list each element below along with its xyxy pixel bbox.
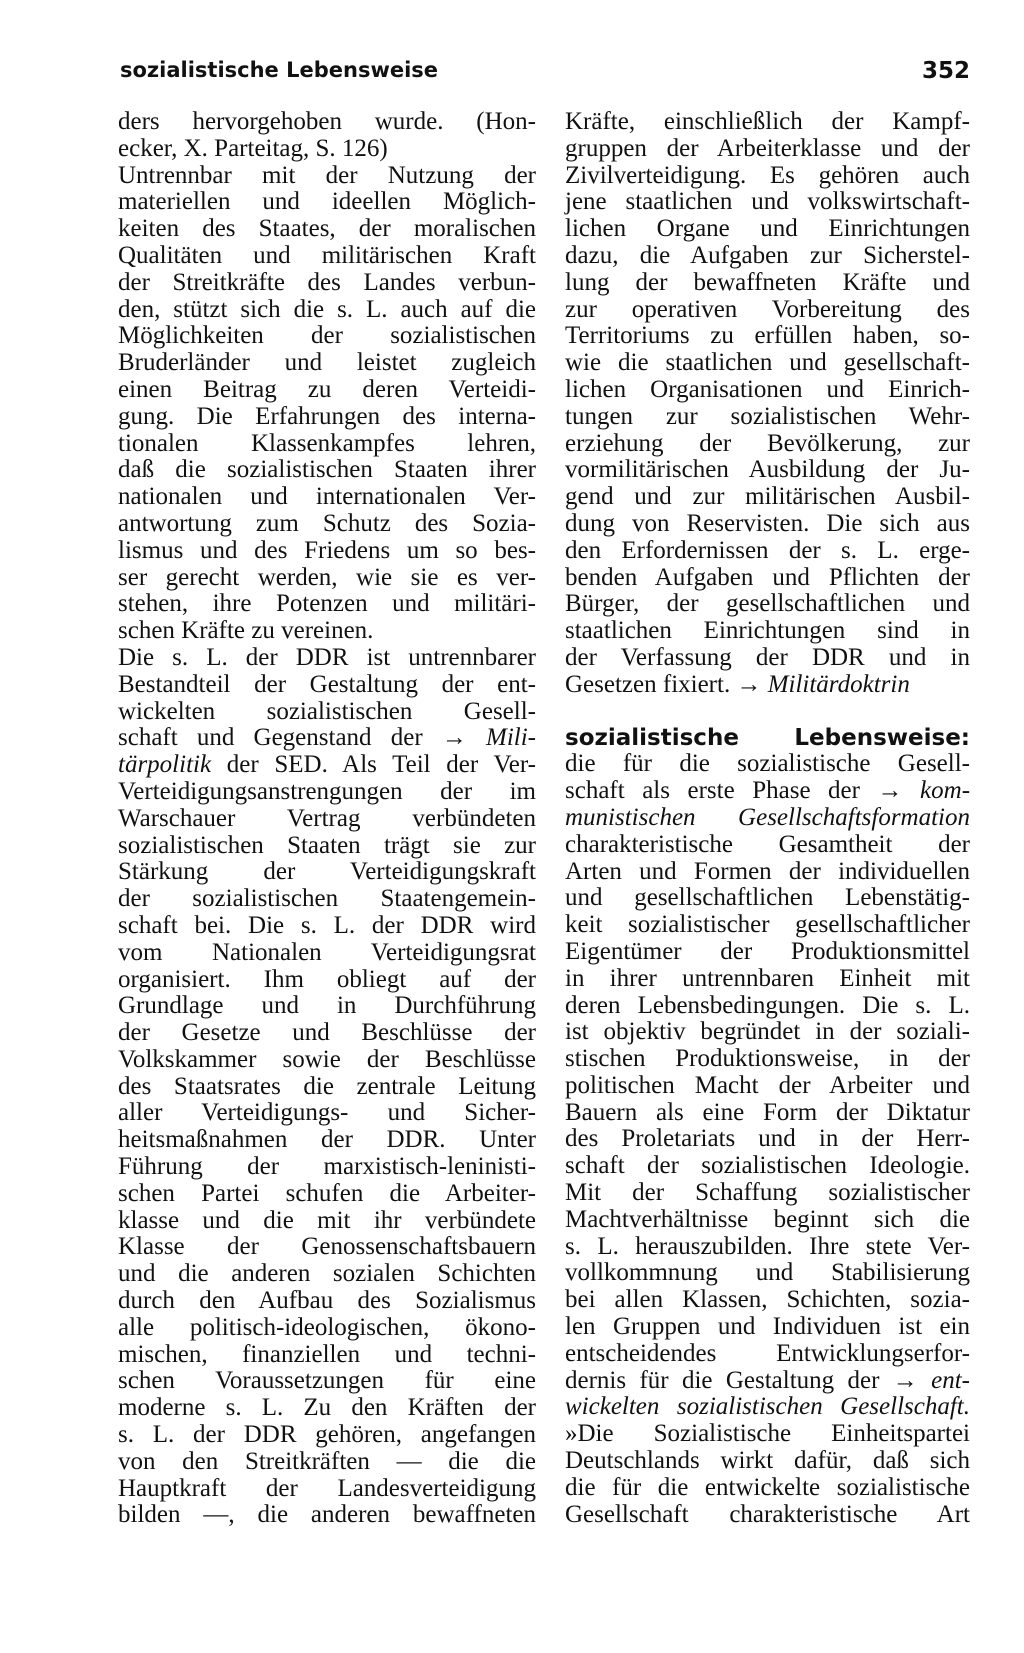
text-line: keit sozialistischer gesellschaftlicher [565,911,970,939]
text-line: klasse und die mit ihr verbündete [118,1206,536,1234]
text-line: s. L. der DDR gehören, angefangen [118,1421,536,1449]
text-fragment: schaft und Gegenstand der [118,724,423,752]
text-line [565,725,970,752]
text-line: ecker, X. Parteitag, S. 126) [118,134,388,162]
cross-reference: tärpolitik [118,751,212,779]
text-fragment: Gesetzen fixiert. [565,670,731,698]
text-line: Eigentümer der Produktionsmittel [565,937,970,965]
text-line: Kräfte, einschließlich der Kampf- [565,108,970,135]
cross-reference: munistischen Gesellschaftsformation [565,803,970,831]
text-line: Qualitäten und militärischen Kraft [118,241,536,269]
entry-spacer [565,699,970,725]
text-line: »Die Sozialistische Einheitspartei [565,1420,970,1448]
text-line: schaft der sozialistischen Ideologie. [565,1152,970,1180]
text-line: heitsmaßnahmen der DDR. Unter [118,1126,536,1154]
cross-reference: ent- [931,1366,971,1394]
text-line: alle politisch-ideologischen, ökono- [118,1313,536,1341]
text-line: politischen Macht der Arbeiter und [565,1071,970,1099]
text-line: organisiert. Ihm obliegt auf der [118,965,536,993]
entry-headword: sozialistische Lebensweise: [565,724,970,751]
text-line: mischen, finanziellen und techni- [118,1340,536,1368]
text-line: schen Voraussetzungen für eine [118,1367,536,1395]
text-line: lismus und des Friedens um so bes- [118,536,536,564]
arrow-icon: → [877,777,903,805]
text-line: s. L. herauszubilden. Ihre stete Ver- [565,1232,970,1260]
text-line: des Proletariats und in der Herr- [565,1125,970,1153]
text-line: Gesellschaft charakteristische Art [565,1500,970,1528]
text-line: Mit der Schaffung sozialistischer [565,1179,970,1207]
right-column [565,109,970,1528]
cross-reference: → Mili- [441,724,536,752]
text-line [565,672,970,699]
text-line: Die s. L. der DDR ist untrennbarer [118,643,536,671]
text-line: zur operativen Vorbereitung des [565,295,970,323]
text-line: in ihrer untrennbaren Einheit mit [565,964,970,992]
text-line: und gesellschaftlichen Lebenstätig- [565,884,970,912]
arrow-icon: → [892,1366,918,1394]
text-line: Führung der marxistisch-leninisti- [118,1153,536,1181]
text-line: Arten und Formen der individuellen [565,857,970,885]
text-line: gruppen der Arbeiterklasse und der [565,134,970,162]
text-line: Grundlage und in Durchführung [118,992,536,1020]
text-line: lichen Organe und Einrichtungen [565,215,970,243]
text-line [565,805,970,832]
text-line: gend und zur militärischen Ausbil- [565,483,970,511]
text-line: einen Beitrag zu deren Verteidi- [118,375,536,403]
text-line: sozialistischen Staaten trägt sie zur [118,831,536,859]
text-line: Machtverhältnisse beginnt sich die [565,1205,970,1233]
text-line: materiellen und ideellen Möglich- [118,188,536,216]
text-line: bei allen Klassen, Schichten, sozia- [565,1286,970,1314]
text-line: dung von Reservisten. Die sich aus [565,509,970,537]
text-line: schaft bei. Die s. L. der DDR wird [118,911,536,939]
text-line: tionalen Klassenkampfes lehren, [118,429,536,457]
text-line: stehen, ihre Potenzen und militäri- [118,590,536,618]
text-line: der Verfassung der DDR und in [565,643,970,671]
text-line: Untrennbar mit der Nutzung der [118,161,536,189]
text-line: daß die sozialistischen Staaten ihrer [118,456,536,484]
text-line: nationalen und internationalen Ver- [118,483,536,511]
text-line: wickelten sozialistischen Gesell- [118,697,536,725]
text-fragment: dernis für die Gestaltung der [565,1366,880,1394]
text-line: schen Partei schufen die Arbeiter- [118,1179,536,1207]
text-line: Hauptkraft der Landesverteidigung [118,1474,536,1502]
text-line: Bürger, der gesellschaftlichen und [565,590,970,618]
text-line: entscheidendes Entwicklungserfor- [565,1339,970,1367]
page-header [120,58,970,90]
text-line: len Gruppen und Individuen ist ein [565,1313,970,1341]
text-line: den Erfordernissen der s. L. erge- [565,536,970,564]
text-line [118,725,536,752]
text-line: wie die staatlichen und gesellschaft- [565,349,970,377]
text-line: tärpolitik der SED. Als Teil der Ver- [118,751,536,779]
left-column [118,109,536,1529]
text-line: gung. Die Erfahrungen des interna- [118,402,536,430]
text-line: Territoriums zu erfüllen haben, so- [565,322,970,350]
text-line: der Streitkräfte des Landes verbun- [118,268,536,296]
text-line: Stärkung der Verteidigungskraft [118,858,536,886]
text-line: erziehung der Bevölkerung, zur [565,429,970,457]
text-line: Bruderländer und leistet zugleich [118,349,536,377]
text-line: benden Aufgaben und Pflichten der [565,563,970,591]
text-line: antwortung zum Schutz des Sozia- [118,509,536,537]
text-line: ders hervorgehoben wurde. (Hon- [118,108,536,135]
cross-reference: kom- [920,777,971,805]
text-line: von den Streitkräften — die die [118,1447,536,1475]
text-line: schen Kräfte zu vereinen. [118,617,374,645]
text-line: die für die sozialistische Gesell- [565,750,970,778]
page-number: 352 [921,58,970,84]
text-line: dazu, die Aufgaben zur Sicherstel- [565,241,970,269]
text-line: die für die entwickelte sozialistische [565,1473,970,1501]
text-line: Bestandteil der Gestaltung der ent- [118,670,536,698]
text-line: Zivilverteidigung. Es gehören auch [565,161,970,189]
text-line: Warschauer Vertrag verbündeten [118,804,536,832]
text-line: charakteristische Gesamtheit der [565,830,970,858]
text-line: vormilitärischen Ausbildung der Ju- [565,456,970,484]
text-line: Bauern als eine Form der Diktatur [565,1098,970,1126]
text-line: Klasse der Genossenschaftsbauern [118,1233,536,1261]
text-line: Verteidigungsanstrengungen der im [118,777,536,805]
text-line: durch den Aufbau des Sozialismus [118,1287,536,1315]
text-fragment: schaft als erste Phase der [565,777,860,805]
text-line: staatlichen Einrichtungen sind in [565,617,970,645]
text-line: aller Verteidigungs- und Sicher- [118,1099,536,1127]
text-line: lichen Organisationen und Einrich- [565,375,970,403]
text-line: Möglichkeiten der sozialistischen [118,322,536,350]
text-line: ist objektiv begründet in der soziali- [565,1018,970,1046]
text-line: deren Lebensbedingungen. Die s. L. [565,991,970,1019]
text-line: und die anderen sozialen Schichten [118,1260,536,1288]
text-line: jene staatlichen und volkswirtschaft- [565,188,970,216]
text-line: keiten des Staates, der moralischen [118,215,536,243]
text-line: bilden —, die anderen bewaffneten [118,1501,536,1529]
text-line: Volkskammer sowie der Beschlüsse [118,1045,536,1073]
text-line: stischen Produktionsweise, in der [565,1045,970,1073]
running-head: sozialistische Lebensweise [120,58,439,82]
text-line: des Staatsrates die zentrale Leitung [118,1072,536,1100]
text-fragment: der SED. Als Teil der [211,751,479,779]
cross-reference: Militärdoktrin [767,670,910,698]
arrow-icon: → [736,670,762,698]
text-line [565,1394,970,1421]
text-line: der Gesetze und Beschlüsse der [118,1019,536,1047]
text-line [565,1368,970,1395]
text-line: der sozialistischen Staatengemein- [118,885,536,913]
text-line: vollkommnung und Stabilisierung [565,1259,970,1287]
text-line: moderne s. L. Zu den Kräften der [118,1394,536,1422]
text-line: tungen zur sozialistischen Wehr- [565,402,970,430]
cross-reference: wickelten sozialistischen Gesellschaft. [565,1393,970,1421]
text-line: Deutschlands wirkt dafür, daß sich [565,1447,970,1475]
text-line: ser gerecht werden, wie sie es ver- [118,563,536,591]
text-line [565,778,970,805]
text-line: vom Nationalen Verteidigungsrat [118,938,536,966]
text-line: den, stützt sich die s. L. auch auf die [118,295,536,323]
text-line: lung der bewaffneten Kräfte und [565,268,970,296]
